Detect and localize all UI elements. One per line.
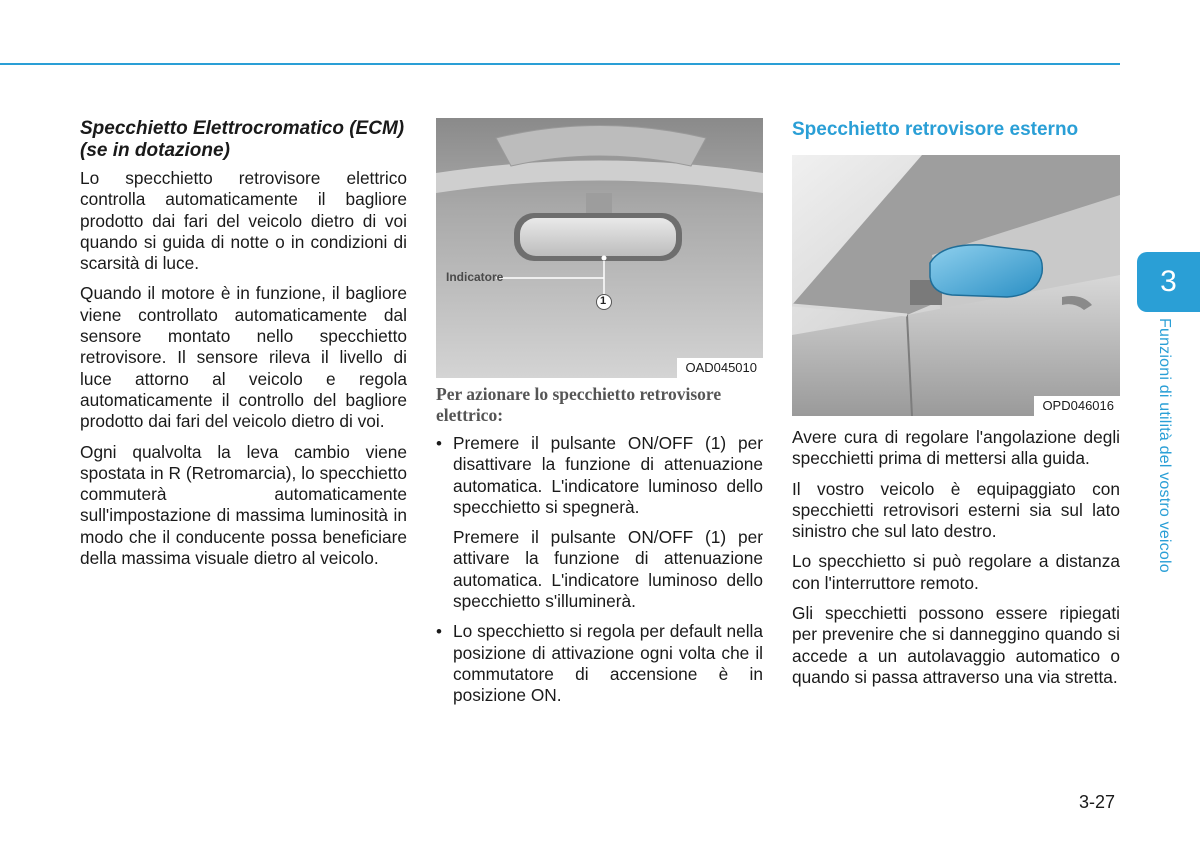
figure-code: OAD045010 [677, 358, 763, 378]
column-ecm [80, 118, 407, 578]
bullet-icon: • [436, 622, 442, 642]
paragraph: Lo specchietto si regola per default nella posizione di attivazione ogni volta che il commutatore di accensione è in posizione ON. [453, 621, 763, 706]
instruction-list [436, 433, 763, 707]
header-rule [0, 63, 1120, 65]
paragraph: Il vostro veicolo è equipaggiato con specchietti retrovisori esterni sia sul lato sinistro che sul lato destro. [792, 478, 1120, 542]
callout-number: 1 [600, 295, 607, 307]
paragraph: Lo specchietto si può regolare a distanza con l'interruttore remoto. [792, 551, 1120, 593]
chapter-tab [1137, 252, 1200, 312]
paragraph: Ogni qualvolta la leva cambio viene spostata in R (Retromarcia), lo specchietto commuterà automaticamente sull'impostazione di massima luminosità in modo che il conducente possa beneficiare della massima visuale dietro al veicolo. [80, 441, 407, 569]
section-heading-external-mirror: Specchietto retrovisore esterno [792, 119, 1079, 140]
paragraph: Avere cura di regolare l'angolazione degli specchietti prima di mettersi alla guida. [792, 427, 1120, 469]
list-item [436, 433, 763, 612]
paragraph: Lo specchietto retrovisore elettrico controlla automaticamente il bagliore prodotto dai fari del veicolo dietro di voi quando si guida di notte o in condizioni di scarsità di luce. [80, 168, 407, 274]
page-number: 3-27 [1079, 792, 1116, 812]
list-item [436, 621, 763, 706]
rearview-mirror-figure [436, 118, 763, 378]
caption-heading: Per azionare lo specchietto retrovisore elettrico: [436, 384, 722, 425]
side-mirror-figure [792, 155, 1120, 416]
paragraph: Quando il motore è in funzione, il bagliore viene controllato automaticamente dal sensore montato nello specchietto retrovisore. Il sensore rileva il livello di luce attorno al veicolo e regola automaticamente il controllo del bagliore prodotto dai fari del veicolo dietro di voi. [80, 283, 407, 432]
section-subheading-ecm: Specchietto Elettrocromatico (ECM) (se in dotazione) [80, 118, 405, 161]
chapter-number: 3 [1160, 265, 1177, 298]
figure-code: OPD046016 [1034, 396, 1120, 416]
rearview-mirror-illustration [436, 118, 763, 378]
indicator-label: Indicatore [446, 270, 504, 284]
paragraph: Gli specchietti possono essere ripiegati per prevenire che si danneggino quando si accede a un autolavaggio automatico o quando si passa attraverso una via stretta. [792, 603, 1120, 687]
column-mirror-operation [436, 118, 763, 716]
column-external-mirror [792, 118, 1120, 697]
paragraph: Premere il pulsante ON/OFF (1) per attivare la funzione di attenuazione automatica. L'indicatore luminoso dello specchietto s'illuminerà. [453, 527, 763, 612]
side-mirror-illustration [792, 155, 1120, 416]
paragraph: Premere il pulsante ON/OFF (1) per disattivare la funzione di attenuazione automatica. L'indicatore luminoso dello specchietto si spegnerà. [453, 433, 763, 517]
chapter-title: Funzioni di utilità del vostro veicolo [1156, 318, 1173, 573]
bullet-icon: • [436, 434, 442, 453]
